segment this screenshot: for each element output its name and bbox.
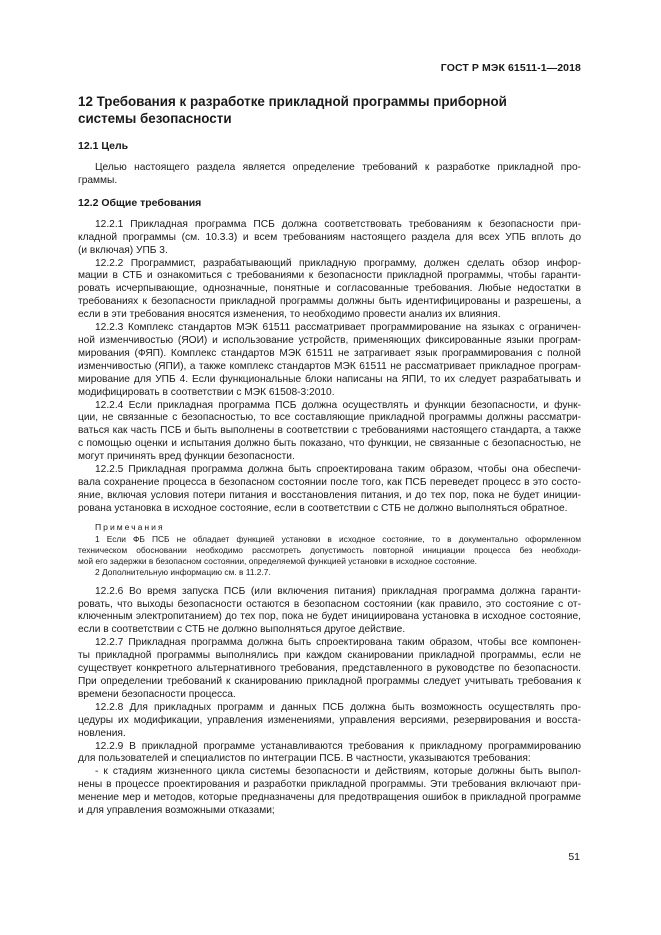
text-line: 12.2.4 Если прикладная программа ПСБ должна осуществлять и функции безопасности, и функ- [95, 399, 581, 411]
paragraph [78, 400, 581, 465]
paragraph [78, 322, 581, 399]
text-line: техническом обосновании необходимо рассмотреть допустимость повторной инициации процесса без необходи- [78, 544, 581, 555]
text-line: При определении требований к сканированию прикладной программы следует учитывать требования к [78, 676, 581, 687]
paragraph [78, 464, 581, 516]
text-line: 12.2.2 Программист, разрабатывающий прикладную программу, должен сделать обзор инфор- [95, 257, 581, 269]
text-line: и для управления возможными отказами; [78, 805, 275, 817]
text-line: для пользователей и специалистов по интеграции ПСБ. В частности, указываются требования: [78, 753, 531, 765]
text-line: 12.2.3 Комплекс стандартов МЭК 61511 рассматривает программирование на языках с ограничен- [95, 322, 581, 334]
paragraph [78, 586, 581, 638]
text-line: если в соответствии с СТБ не должно выполняться другое действие. [78, 624, 406, 636]
text-line: нены в процессе проектирования и разработки прикладной программы. Эти требования включают при- [78, 779, 581, 791]
text-line: требованиях к безопасности прикладной программы должны быть идентифицированы и разрешены, а [78, 296, 581, 308]
text-line: изменчивостью (ЯПИ), а также комплекс стандартов МЭК 61511 не рассматривает прикладное програм- [78, 360, 581, 372]
text-line: 2 Дополнительную информацию см. в 11.2.7. [95, 566, 271, 577]
text-line: граммы. [78, 174, 118, 186]
text-line: существует конкретного альтернативного требования, представленного в руководстве по безопасности. [78, 663, 581, 675]
section-title-line: 12 Требования к разработке прикладной программы приборной [78, 94, 507, 109]
text-line: времени безопасности процесса. [78, 688, 236, 700]
text-line: 12.2.8 Для прикладных программ и данных ПСБ должна быть возможность осуществлять про- [95, 701, 581, 713]
standard-header: ГОСТ Р МЭК 61511-1—2018 [440, 62, 581, 74]
text-line: мирование для УПБ 4. Если функциональные блоки написаны на ЯПИ, то их следует разрабатывать и [78, 373, 581, 385]
paragraph [78, 702, 581, 741]
text-line: менение мер и методов, которые предназначены для предотвращения ошибок в прикладной программе [78, 792, 581, 804]
text-line: мой его задержки в безопасном состоянии, определяемой функцией установки в исходное состояние. [78, 555, 477, 566]
subsection-heading-12-1: 12.1 Цель [78, 140, 129, 152]
text-line: - к стадиям жизненного цикла системы безопасности и действиям, которые должны быть выпол- [95, 766, 581, 778]
section-title-line: системы безопасности [78, 111, 232, 126]
text-line: мирования (ФЯП). Комплекс стандартов МЭК 61511 не затрагивает язык программирования с полной [78, 347, 581, 359]
notes-group [78, 534, 581, 578]
text-line: ной изменчивостью (ЯОИ) и использование устройств, применяющих фиксированные языки програм- [78, 334, 581, 346]
note-item [78, 534, 581, 567]
text-line: ты прикладной программы выполнялись при каждом сканировании прикладной программы, если не [78, 650, 581, 662]
paragraph [78, 219, 581, 258]
text-line: мации в СТБ и ознакомиться с требованиями к безопасности прикладной программы, чтобы гаранти- [78, 270, 581, 282]
page-number: 51 [568, 851, 580, 863]
text-line: ваться как часть ПСБ и быть выполнены в соответствии с требованиями настоящего стандарта, а также [78, 425, 581, 437]
text-line: яние, включая условия потери питания и восстановления питания, и до тех пор, пока не будет иниции- [78, 489, 581, 501]
subsection-heading-12-2: 12.2 Общие требования [78, 196, 202, 209]
text-line: Целью настоящего раздела является определение требований к разработке прикладной про- [95, 162, 581, 173]
text-line: ключенным электропитанием) до тех пор, пока не будет инициирована установка в исходное состояние, [78, 611, 581, 623]
text-line: 12.2.7 Прикладная программа должна быть спроектирована таким образом, чтобы все компонен- [95, 637, 581, 649]
text-line: если в эти требования вносятся изменения, то необходимо провести анализ их влияния. [78, 309, 501, 321]
notes-title: Примечания [95, 521, 165, 532]
paragraph [78, 766, 581, 818]
text-line: модифицировать в соответствии с МЭК 61508-3:2010. [78, 386, 335, 398]
paragraphs-group-1 [78, 219, 581, 516]
text-line: 12.2.5 Прикладная программа должна быть спроектирована таким образом, чтобы она обеспечи- [95, 464, 581, 476]
text-line: 12.2.1 Прикладная программа ПСБ должна соответствовать требованиям к безопасности при- [95, 218, 581, 230]
text-line: рована установка в исходное состояние, если в соответствии с СТБ не должно выполняться обратное. [78, 502, 568, 514]
section-title [78, 93, 581, 127]
text-line: 12.2.6 Во время запуска ПСБ (или включения питания) прикладная программа должна гаранти- [95, 585, 581, 597]
paragraph-12-1 [78, 162, 581, 188]
text-line: могут причинять вред функции безопасности. [78, 451, 295, 463]
text-line: 12.2.9 В прикладной программе устанавливаются требования к прикладному программированию [95, 740, 581, 752]
text-line: с помощью оценки и испытания должно быть показано, что функции, не связанные с безопасностью, не [78, 438, 581, 450]
paragraphs-group-2 [78, 586, 581, 818]
paragraph [78, 258, 581, 323]
paragraph [78, 637, 581, 702]
text-line: (и включая) УПБ 3. [78, 244, 168, 256]
text-line: ровать исчерпывающие, однозначные, понятные и согласованные требования. Любые недостатки в [78, 283, 581, 295]
text-line: цедуры их модификации, управления изменениями, управления версиями, резервирования и восста- [78, 714, 581, 726]
page-content [78, 93, 581, 818]
paragraph [78, 741, 581, 767]
text-line: новления. [78, 727, 126, 739]
text-line: кладной программы (см. 10.3.3) и всем требованиям настоящего раздела для всех УПБ вплоть до [78, 231, 581, 243]
note-item [78, 567, 581, 578]
text-line: 1 Если ФБ ПСБ не обладает функцией установки в исходное состояние, то в документально оформленном [95, 533, 581, 544]
text-line: ровать, что выходы безопасности остаются в безопасном состоянии (как правило, это состояние с от- [78, 598, 581, 610]
text-line: вала сохранение процесса в безопасном состоянии после того, как ПСБ переведет процесс в это состо- [78, 476, 581, 488]
text-line: ции, не связанные с безопасностью, то все составляющие прикладной программы должны рассматри- [78, 412, 581, 424]
